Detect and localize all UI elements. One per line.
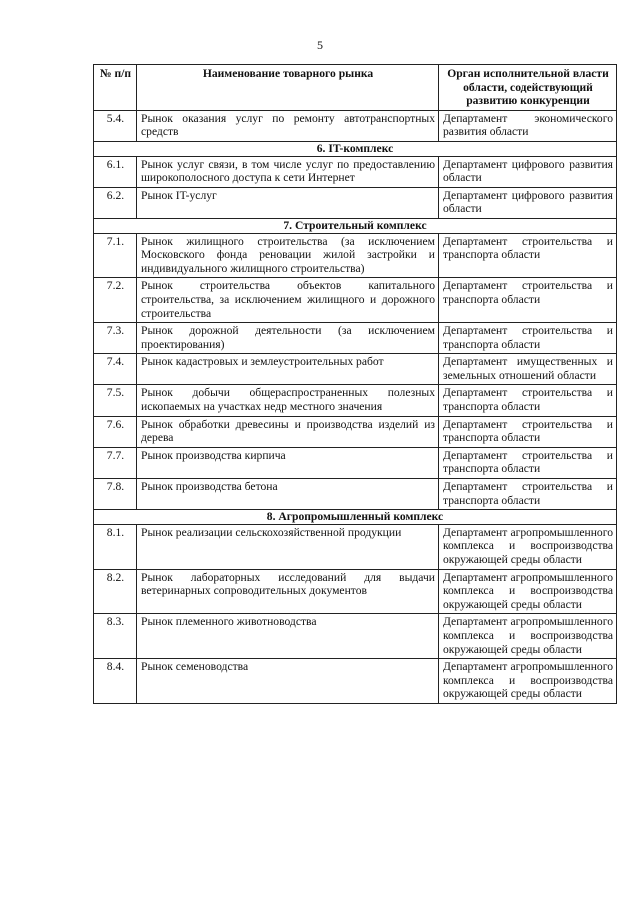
- market-name: Рынок семеноводства: [137, 659, 439, 704]
- responsible-authority: Департамент агропромышленного комплекса и воспроизводства окружающей среды области: [439, 569, 617, 614]
- responsible-authority: Департамент строительства и транспорта области: [439, 416, 617, 447]
- table-row: [94, 416, 617, 447]
- market-name: Рынок дорожной деятельности (за исключением проектирования): [137, 323, 439, 354]
- row-number: 7.2.: [94, 278, 137, 323]
- responsible-authority: Департамент строительства и транспорта области: [439, 278, 617, 323]
- responsible-authority: Департамент экономического развития области: [439, 110, 617, 141]
- row-number: 8.3.: [94, 614, 137, 659]
- row-number: 7.5.: [94, 385, 137, 416]
- section-title: 8. Агропромышленный комплекс: [94, 510, 617, 525]
- table-row: [94, 156, 617, 187]
- table-row: [94, 385, 617, 416]
- responsible-authority: Департамент строительства и транспорта области: [439, 323, 617, 354]
- table-row: [94, 614, 617, 659]
- responsible-authority: Департамент цифрового развития области: [439, 156, 617, 187]
- row-number: 6.1.: [94, 156, 137, 187]
- market-name: Рынок производства кирпича: [137, 447, 439, 478]
- market-name: Рынок оказания услуг по ремонту автотранспортных средств: [137, 110, 439, 141]
- table-row: [94, 110, 617, 141]
- section-row: [94, 141, 617, 156]
- table-row: [94, 278, 617, 323]
- market-name: Рынок реализации сельскохозяйственной продукции: [137, 524, 439, 569]
- market-name: Рынок лабораторных исследований для выдачи ветеринарных сопроводительных документов: [137, 569, 439, 614]
- row-number: 7.3.: [94, 323, 137, 354]
- table-row: [94, 659, 617, 704]
- table-row: [94, 447, 617, 478]
- responsible-authority: Департамент строительства и транспорта области: [439, 479, 617, 510]
- market-name: Рынок услуг связи, в том числе услуг по предоставлению широкополосного доступа к сети Интернет: [137, 156, 439, 187]
- table-row: [94, 524, 617, 569]
- market-name: Рынок жилищного строительства (за исключением Московского фонда реновации жилой застройки и индивидуального жилищного строительства): [137, 233, 439, 278]
- responsible-authority: Департамент агропромышленного комплекса и воспроизводства окружающей среды области: [439, 614, 617, 659]
- responsible-authority: Департамент строительства и транспорта области: [439, 233, 617, 278]
- markets-table: [93, 64, 617, 704]
- table-row: [94, 323, 617, 354]
- row-number: 7.4.: [94, 354, 137, 385]
- row-number: 7.6.: [94, 416, 137, 447]
- table-row: [94, 187, 617, 218]
- table-row: [94, 354, 617, 385]
- page-number: 5: [317, 38, 323, 52]
- row-number: 5.4.: [94, 110, 137, 141]
- responsible-authority: Департамент имущественных и земельных отношений области: [439, 354, 617, 385]
- market-name: Рынок племенного животноводства: [137, 614, 439, 659]
- row-number: 7.7.: [94, 447, 137, 478]
- row-number: 8.2.: [94, 569, 137, 614]
- row-number: 8.4.: [94, 659, 137, 704]
- responsible-authority: Департамент цифрового развития области: [439, 187, 617, 218]
- header-market-name: Наименование товарного рынка: [137, 65, 439, 111]
- table-row: [94, 569, 617, 614]
- section-row: [94, 218, 617, 233]
- market-name: Рынок обработки древесины и производства изделий из дерева: [137, 416, 439, 447]
- table-row: [94, 479, 617, 510]
- market-name: Рынок кадастровых и землеустроительных работ: [137, 354, 439, 385]
- section-row: [94, 510, 617, 525]
- table-body: [94, 110, 617, 703]
- responsible-authority: Департамент агропромышленного комплекса и воспроизводства окружающей среды области: [439, 524, 617, 569]
- row-number: 7.1.: [94, 233, 137, 278]
- market-name: Рынок IT-услуг: [137, 187, 439, 218]
- row-number: 6.2.: [94, 187, 137, 218]
- table-header-row: [94, 65, 617, 111]
- header-num: № п/п: [94, 65, 137, 111]
- row-number: 7.8.: [94, 479, 137, 510]
- responsible-authority: Департамент строительства и транспорта области: [439, 385, 617, 416]
- responsible-authority: Департамент строительства и транспорта области: [439, 447, 617, 478]
- table-row: [94, 233, 617, 278]
- section-title: 7. Строительный комплекс: [94, 218, 617, 233]
- section-title: 6. IT-комплекс: [94, 141, 617, 156]
- market-name: Рынок производства бетона: [137, 479, 439, 510]
- header-authority: Орган исполнительной власти области, содействующий развитию конкуренции: [439, 65, 617, 111]
- market-name: Рынок добычи общераспространенных полезных ископаемых на участках недр местного значения: [137, 385, 439, 416]
- market-name: Рынок строительства объектов капитального строительства, за исключением жилищного и дорожного строительства: [137, 278, 439, 323]
- row-number: 8.1.: [94, 524, 137, 569]
- responsible-authority: Департамент агропромышленного комплекса и воспроизводства окружающей среды области: [439, 659, 617, 704]
